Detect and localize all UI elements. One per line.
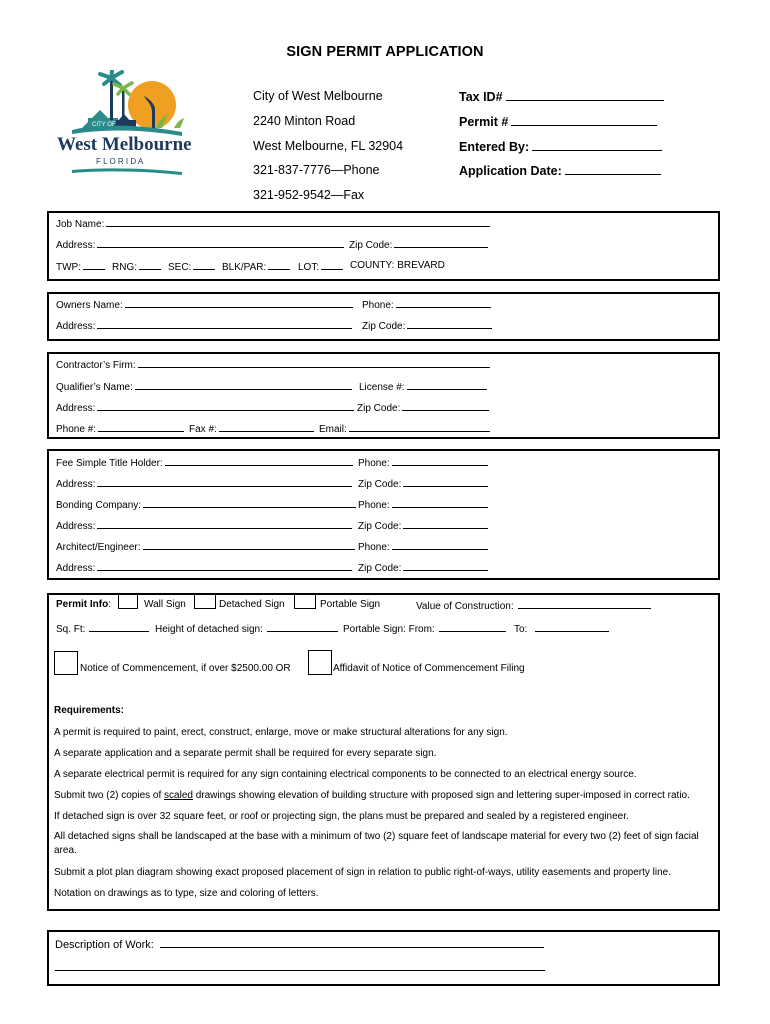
description-field[interactable]: [55, 937, 544, 951]
license-label: License #:: [359, 382, 405, 393]
portable-from-line[interactable]: [439, 622, 506, 632]
sec-label: SEC:: [168, 262, 192, 273]
requirement-text: Submit two (2) copies of: [54, 790, 165, 801]
architect-phone-label: Phone:: [358, 542, 390, 553]
contractor-phone-line[interactable]: [98, 422, 184, 432]
owner-zip-line[interactable]: [407, 319, 492, 329]
requirement-item: All detached signs shall be landscaped at the base with a minimum of two (2) square feet of landscape material for every two (2) feet of sign facial area.: [54, 831, 699, 856]
street-address: 2240 Minton Road: [253, 114, 356, 128]
entered-by-line[interactable]: [532, 140, 662, 151]
owner-address-label: Address:: [56, 321, 96, 332]
architect-phone-field[interactable]: [358, 540, 488, 553]
bonding-address-label: Address:: [56, 521, 96, 532]
tax-id-field[interactable]: [459, 90, 664, 104]
architect-zip-field[interactable]: [358, 561, 488, 574]
license-field[interactable]: [359, 380, 487, 393]
wall-sign-checkbox[interactable]: [118, 594, 138, 609]
architect-address-line[interactable]: [97, 561, 352, 571]
requirements-title: Requirements:: [54, 705, 125, 716]
owner-zip-label: Zip Code:: [362, 321, 406, 332]
sqft-line[interactable]: [89, 622, 149, 632]
blk-par-label: BLK/PAR:: [222, 262, 267, 273]
architect-field[interactable]: [56, 540, 355, 553]
requirement-item: Submit a plot plan diagram showing exact proposed placement of sign in relation to public right-of-ways, utility easements and property line.: [54, 867, 671, 878]
architect-line[interactable]: [143, 540, 355, 550]
owner-address-field[interactable]: [56, 319, 352, 332]
fee-holder-label: Fee Simple Title Holder:: [56, 458, 163, 469]
fee-holder-zip-label: Zip Code:: [358, 479, 402, 490]
bonding-zip-line[interactable]: [403, 519, 488, 529]
contractor-email-field[interactable]: [319, 422, 490, 435]
blk-par-line[interactable]: [268, 260, 290, 270]
owner-phone-label: Phone:: [362, 300, 394, 311]
lot-label: LOT:: [298, 262, 320, 273]
qualifier-name-line[interactable]: [135, 380, 352, 390]
wall-sign-label: Wall Sign: [144, 599, 186, 610]
contractor-zip-label: Zip Code:: [357, 403, 401, 414]
job-zip-label: Zip Code:: [349, 240, 393, 251]
qualifier-name-label: Qualifier’s Name:: [56, 382, 133, 393]
fee-holder-address-label: Address:: [56, 479, 96, 490]
description-line-2[interactable]: [55, 970, 545, 971]
requirement-emphasis: scaled: [164, 790, 193, 801]
blk-par-field[interactable]: [222, 260, 290, 273]
tax-id-label: Tax ID#: [459, 90, 503, 104]
twp-line[interactable]: [83, 260, 105, 270]
fee-holder-address-field[interactable]: [56, 477, 352, 490]
portable-from-field[interactable]: [343, 622, 506, 635]
bonding-phone-field[interactable]: [358, 498, 488, 511]
city-name: City of West Melbourne: [253, 89, 383, 103]
bonding-address-line[interactable]: [97, 519, 352, 529]
bonding-zip-field[interactable]: [358, 519, 488, 532]
bonding-phone-line[interactable]: [392, 498, 488, 508]
requirement-item: A separate electrical permit is required for any sign containing electrical components to be connected to an electrical energy source.: [54, 769, 637, 780]
contractor-firm-line[interactable]: [138, 358, 490, 368]
sqft-field[interactable]: [56, 622, 149, 635]
entered-by-field[interactable]: [459, 140, 662, 154]
logo-state: F L O R I D A: [96, 157, 144, 166]
requirement-item: If detached sign is over 32 square feet, or roof or projecting sign, the plans must be prepared and sealed by a registered engineer.: [54, 811, 629, 822]
owner-phone-field[interactable]: [362, 298, 491, 311]
notice-commencement-label: Notice of Commencement, if over $2500.00 OR: [80, 663, 291, 674]
fee-holder-phone-field[interactable]: [358, 456, 488, 469]
requirement-item: A separate application and a separate permit shall be required for every separate sign.: [54, 748, 437, 759]
architect-label: Architect/Engineer:: [56, 542, 141, 553]
architect-zip-line[interactable]: [403, 561, 488, 571]
job-name-field[interactable]: [56, 217, 490, 230]
affidavit-label: Affidavit of Notice of Commencement Filing: [333, 663, 525, 674]
sqft-label: Sq. Ft:: [56, 624, 86, 635]
detached-sign-checkbox[interactable]: [194, 594, 216, 609]
owner-phone-line[interactable]: [396, 298, 491, 308]
lot-field[interactable]: [298, 260, 343, 273]
notice-commencement-checkbox[interactable]: [54, 651, 78, 675]
contractor-address-field[interactable]: [56, 401, 354, 414]
architect-phone-line[interactable]: [392, 540, 488, 550]
entered-by-label: Entered By:: [459, 140, 530, 154]
permit-info-label: [56, 599, 111, 610]
fee-holder-zip-field[interactable]: [358, 477, 488, 490]
fee-holder-zip-line[interactable]: [403, 477, 488, 487]
bonding-zip-label: Zip Code:: [358, 521, 402, 532]
permit-info-colon: :: [108, 599, 112, 610]
portable-sign-label: Portable Sign: [320, 599, 381, 610]
affidavit-checkbox[interactable]: [308, 650, 332, 675]
portable-sign-checkbox[interactable]: [294, 594, 316, 609]
fee-holder-phone-label: Phone:: [358, 458, 390, 469]
detached-height-label: Height of detached sign:: [155, 624, 263, 635]
contractor-firm-label: Contractor’s Firm:: [56, 360, 136, 371]
detached-height-line[interactable]: [267, 622, 338, 632]
fax-number: 321-952-9542—Fax: [253, 188, 365, 202]
rng-line[interactable]: [139, 260, 161, 270]
rng-field[interactable]: [112, 260, 161, 273]
city-logo: [52, 70, 222, 180]
contractor-fax-label: Fax #:: [189, 424, 217, 435]
contractor-phone-label: Phone #:: [56, 424, 97, 435]
architect-address-label: Address:: [56, 563, 96, 574]
requirement-item: A permit is required to paint, erect, construct, enlarge, move or make structural alterations for any sign.: [54, 727, 508, 738]
contractor-fax-line[interactable]: [219, 422, 314, 432]
detached-height-field[interactable]: [155, 622, 338, 635]
owner-name-field[interactable]: [56, 298, 353, 311]
job-address-label: Address:: [56, 240, 96, 251]
page-title: SIGN PERMIT APPLICATION: [286, 44, 484, 60]
fee-holder-line[interactable]: [165, 456, 353, 466]
phone-number: 321-837-7776—Phone: [253, 163, 380, 177]
construction-value-label: Value of Construction:: [416, 601, 514, 612]
requirement-text: drawings showing elevation of building structure with proposed sign and lettering super-imposed in correct ratio.: [192, 790, 690, 801]
contractor-firm-field[interactable]: [56, 358, 490, 371]
job-address-line[interactable]: [97, 238, 344, 248]
twp-field[interactable]: [56, 260, 105, 273]
contractor-email-line[interactable]: [349, 422, 490, 432]
portable-from-label: Portable Sign: From:: [343, 624, 435, 635]
logo-graphic: [52, 70, 222, 180]
logo-name: West Melbourne: [57, 134, 192, 155]
sec-line[interactable]: [193, 260, 215, 270]
fee-holder-phone-line[interactable]: [392, 456, 488, 466]
architect-address-field[interactable]: [56, 561, 352, 574]
detached-sign-label: Detached Sign: [219, 599, 285, 610]
contractor-address-line[interactable]: [97, 401, 354, 411]
application-date-label: Application Date:: [459, 164, 562, 178]
county-label: COUNTY: BREVARD: [350, 260, 445, 271]
qualifier-name-field[interactable]: [56, 380, 352, 393]
city-state-zip: West Melbourne, FL 32904: [253, 139, 404, 153]
portable-to-field[interactable]: [514, 622, 609, 635]
contractor-fax-field[interactable]: [189, 422, 314, 435]
portable-to-line[interactable]: [535, 622, 609, 632]
logo-small-text: CITY OF: [92, 122, 116, 128]
sec-field[interactable]: [168, 260, 215, 273]
job-name-line[interactable]: [106, 217, 490, 227]
construction-value-line[interactable]: [518, 599, 651, 609]
job-address-field[interactable]: [56, 238, 344, 251]
owner-name-line[interactable]: [125, 298, 353, 308]
application-date-line[interactable]: [565, 164, 661, 175]
contractor-zip-field[interactable]: [357, 401, 489, 414]
bonding-phone-label: Phone:: [358, 500, 390, 511]
fee-holder-field[interactable]: [56, 456, 353, 469]
job-name-label: Job Name:: [56, 219, 105, 230]
owner-zip-field[interactable]: [362, 319, 492, 332]
permit-number-line[interactable]: [511, 115, 657, 126]
portable-to-label: To:: [514, 624, 528, 635]
permit-info-title: Permit Info: [56, 599, 109, 610]
license-line[interactable]: [407, 380, 487, 390]
bonding-company-field[interactable]: [56, 498, 356, 511]
bonding-address-field[interactable]: [56, 519, 352, 532]
description-line[interactable]: [160, 937, 544, 948]
bonding-company-label: Bonding Company:: [56, 500, 142, 511]
contractor-phone-field[interactable]: [56, 422, 184, 435]
permit-number-label: Permit #: [459, 115, 509, 129]
lot-line[interactable]: [321, 260, 343, 270]
rng-label: RNG:: [112, 262, 137, 273]
twp-label: TWP:: [56, 262, 81, 273]
job-zip-line[interactable]: [394, 238, 488, 248]
fee-holder-address-line[interactable]: [97, 477, 352, 487]
tax-id-line[interactable]: [506, 90, 664, 101]
construction-value-field[interactable]: [416, 599, 651, 612]
owner-name-label: Owners Name:: [56, 300, 123, 311]
contractor-email-label: Email:: [319, 424, 347, 435]
requirement-item: [54, 790, 690, 801]
contractor-zip-line[interactable]: [402, 401, 489, 411]
owner-address-line[interactable]: [97, 319, 352, 329]
architect-zip-label: Zip Code:: [358, 563, 402, 574]
permit-number-field[interactable]: [459, 115, 657, 129]
job-zip-field[interactable]: [349, 238, 488, 251]
description-label: Description of Work:: [55, 939, 154, 951]
application-date-field[interactable]: [459, 164, 661, 178]
requirement-item: Notation on drawings as to type, size and coloring of letters.: [54, 888, 319, 899]
bonding-company-line[interactable]: [143, 498, 356, 508]
contractor-address-label: Address:: [56, 403, 96, 414]
